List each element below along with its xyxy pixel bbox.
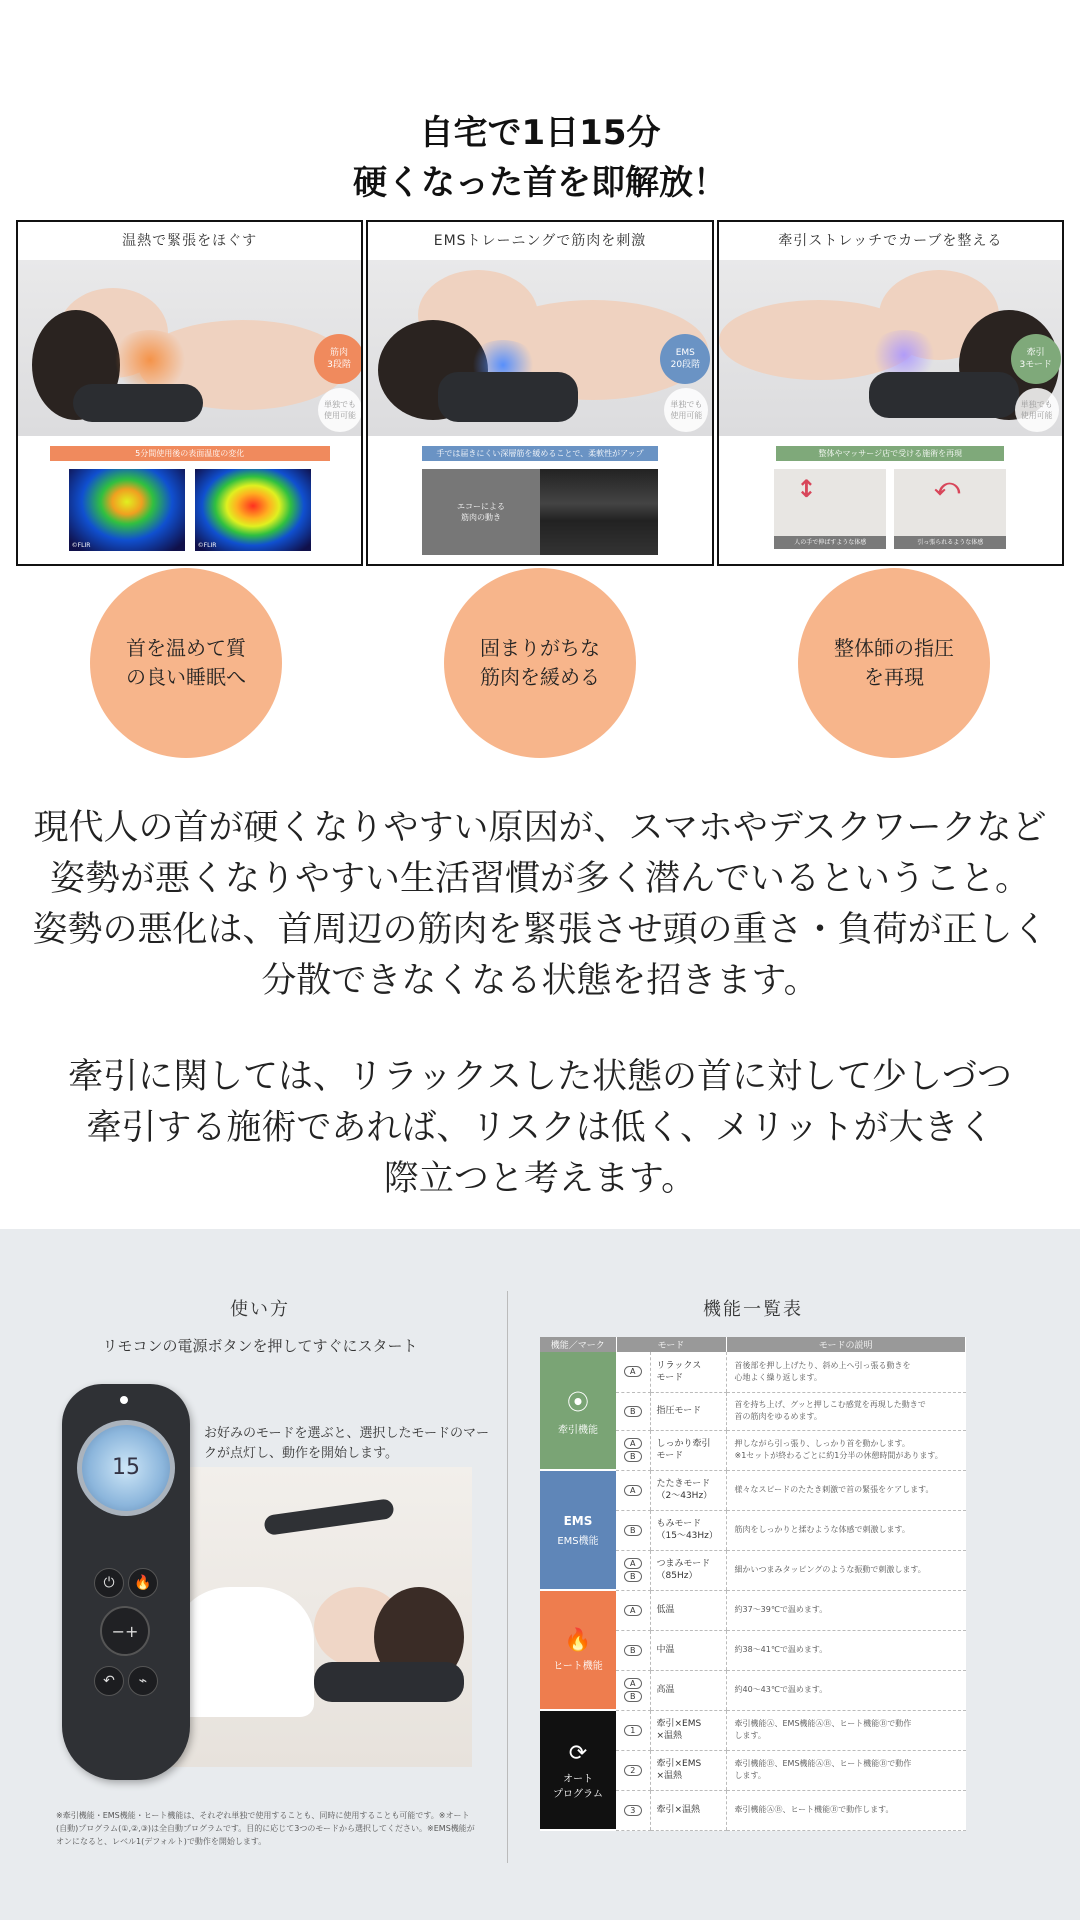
mode-cell: 中温	[650, 1630, 726, 1670]
mode-cell: 低温	[650, 1590, 726, 1630]
category-label: ヒート機能	[553, 1661, 603, 1672]
thermal-images	[18, 469, 361, 551]
mark-cell	[616, 1790, 650, 1830]
description-cell: 首を持ち上げ、グッと押しこむ感覚を再現した動きで 首の筋肉をゆるめます。	[726, 1392, 966, 1430]
ems-icon: EMS	[563, 1513, 593, 1528]
benefit-circle-shiatsu: 整体師の指圧 を再現	[798, 568, 990, 758]
traction-icon: ⦿	[566, 1390, 589, 1416]
category-label: 牽引機能	[558, 1424, 598, 1436]
category-cell	[540, 1590, 616, 1710]
mode-cell: 牽引×温熱	[650, 1790, 726, 1830]
traction-photo	[719, 260, 1062, 436]
usage-footnote: ※牽引機能・EMS機能・ヒート機能は、それぞれ単独で使用することも、同時に使用することも可能です。※オート(自動)プログラム(①,②,③)は全自動プログラムです。目的に応じて3つのモードから選択してください。※EMS機能がオンになると、レベル1(デフォルト)で動作を開始します。	[56, 1811, 475, 1846]
mark-badge: A	[624, 1366, 642, 1377]
ems-button-icon[interactable]: ⌁	[128, 1666, 158, 1696]
panel-title: 温熱で緊張をほぐす	[122, 233, 258, 249]
description-cell: 押しながら引っ張り、しっかり首を動かします。 ※1セットが終わるごとに約1分半の休憩時間があります。	[726, 1430, 966, 1470]
mode-cell: つまみモード （85Hz）	[650, 1550, 726, 1590]
mark-badge: 3	[624, 1805, 642, 1816]
mode-cell: たたきモード （2〜43Hz）	[650, 1470, 726, 1510]
remote-display	[77, 1420, 175, 1516]
table-header: モード	[616, 1337, 726, 1352]
table-row	[540, 1590, 966, 1630]
panel-strip: 5分間使用後の表面温度の変化	[50, 446, 330, 461]
usage-title: 使い方	[230, 1299, 290, 1320]
usage-illustration	[54, 1384, 489, 1784]
ems-level-badge: EMS 20段階	[660, 334, 710, 384]
description-cell: 約37〜39℃で温めます。	[726, 1590, 966, 1630]
thermal-before-image: ©FLIR	[69, 469, 185, 551]
mark-badge: 2	[624, 1765, 642, 1776]
category-label: EMS機能	[557, 1535, 599, 1547]
standalone-badge: 単独でも 使用可能	[1015, 388, 1059, 432]
mode-cell: もみモード （15〜43Hz）	[650, 1510, 726, 1550]
mode-cell: 牽引×EMS ×温熱	[650, 1710, 726, 1750]
section-divider	[507, 1291, 508, 1863]
table-row	[540, 1352, 966, 1392]
usage-photo	[164, 1467, 472, 1767]
cause-paragraph: 現代人の首が硬くなりやすい原因が、スマホやデスクワークなど 姿勢が悪くなりやすい生活習慣が多く潜んでいるということ。 姿勢の悪化は、首周辺の筋肉を緊張させ頭の重さ・負荷が正しく 分散できなくなる状態を招きます。	[32, 808, 1048, 1001]
mode-dial[interactable]: −+	[100, 1606, 150, 1656]
mark-badge: B	[624, 1691, 642, 1702]
heat-photo	[18, 260, 361, 436]
flame-icon: 🔥	[564, 1628, 592, 1653]
ems-photo	[368, 260, 711, 436]
stretch-images	[719, 469, 1062, 549]
mark-cell	[616, 1550, 650, 1590]
feature-panel-ems	[366, 220, 713, 566]
description-cell: 筋肉をしっかりと揉むような体感で刺激します。	[726, 1510, 966, 1550]
mark-badge: A	[624, 1678, 642, 1689]
category-cell	[540, 1470, 616, 1590]
description-cell: 牽引機能ⒶⒷ、ヒート機能Ⓑで動作します。	[726, 1790, 966, 1830]
power-led	[120, 1396, 128, 1404]
description-cell: 約40〜43℃で温めます。	[726, 1670, 966, 1710]
display-value: 15	[112, 1455, 140, 1480]
panel-strip: 手では届きにくい深層筋を緩めることで、柔軟性がアップ	[422, 446, 658, 461]
function-table	[540, 1337, 966, 1831]
mark-cell	[616, 1630, 650, 1670]
mark-cell	[616, 1750, 650, 1790]
mark-badge: 1	[624, 1725, 642, 1736]
mark-badge: A	[624, 1485, 642, 1496]
usage-note: お好みのモードを選ぶと、選択したモードのマークが点灯し、動作を開始します。	[204, 1426, 489, 1461]
heat-button-icon[interactable]: 🔥	[128, 1568, 158, 1598]
mark-cell	[616, 1430, 650, 1470]
description-cell: 首後部を押し上げたり、斜め上へ引っ張る動きを 心地よく繰り返します。	[726, 1352, 966, 1392]
table-row	[540, 1710, 966, 1750]
description-cell: 約38〜41℃で温めます。	[726, 1630, 966, 1670]
mark-badge: B	[624, 1451, 642, 1462]
ultrasound-image	[422, 469, 658, 555]
mark-badge: A	[624, 1605, 642, 1616]
mark-cell	[616, 1352, 650, 1392]
description-cell: 細かいつまみタッピングのような振動で刺激します。	[726, 1550, 966, 1590]
mark-cell	[616, 1590, 650, 1630]
mark-badge: A	[624, 1558, 642, 1569]
mode-cell: 高温	[650, 1670, 726, 1710]
mark-badge: B	[624, 1645, 642, 1656]
benefit-circle-sleep: 首を温めて質 の良い睡眠へ	[90, 568, 282, 758]
mark-cell	[616, 1670, 650, 1710]
category-cell	[540, 1352, 616, 1470]
mark-cell	[616, 1510, 650, 1550]
panel-strip: 整体やマッサージ店で受ける施術を再現	[776, 446, 1004, 461]
usage-and-functions-section	[0, 1229, 1080, 1920]
benefit-circle-muscle: 固まりがちな 筋肉を緩める	[444, 568, 636, 758]
mark-cell	[616, 1392, 650, 1430]
mode-cell: 指圧モード	[650, 1392, 726, 1430]
mark-badge: A	[624, 1438, 642, 1449]
headline	[0, 108, 1080, 208]
power-icon[interactable]: ⏻	[94, 1568, 124, 1598]
remote-control	[62, 1384, 190, 1780]
traction-paragraph: 牽引に関しては、リラックスした状態の首に対して少しづつ 牽引する施術であれば、リスクは低く、メリットが大きく 際立つと考えます。	[68, 1057, 1012, 1199]
mode-cell: 牽引×EMS ×温熱	[650, 1750, 726, 1790]
description-cell: 牽引機能Ⓐ、EMS機能ⒶⒷ、ヒート機能Ⓑで動作 します。	[726, 1710, 966, 1750]
feature-panel-heat	[16, 220, 363, 566]
mark-badge: B	[624, 1406, 642, 1417]
headline-line1: 自宅で1日15分	[419, 113, 661, 153]
thermal-after-image: ©FLIR	[195, 469, 311, 551]
stretch-image-1: ↕ 人の手で伸ばすような体感	[774, 469, 886, 549]
feature-panels	[16, 220, 1064, 566]
mark-badge: B	[624, 1571, 642, 1582]
usage-subtitle: リモコンの電源ボタンを押してすぐにスタート	[102, 1337, 418, 1355]
standalone-badge: 単独でも 使用可能	[664, 388, 708, 432]
ultrasound-scan	[540, 469, 658, 555]
table-header: 機能／マーク	[540, 1337, 616, 1352]
ultrasound-caption: エコーによる 筋肉の動き	[422, 469, 540, 555]
table-header: モードの説明	[726, 1337, 966, 1352]
mark-badge: B	[624, 1525, 642, 1536]
panel-title: 牽引ストレッチでカーブを整える	[778, 233, 1003, 249]
mode-cell: しっかり牽引 モード	[650, 1430, 726, 1470]
category-label: オート プログラム	[553, 1773, 603, 1800]
benefit-circles	[0, 566, 1080, 760]
mark-cell	[616, 1710, 650, 1750]
heat-level-badge: 筋肉 3段階	[314, 334, 361, 384]
table-row	[540, 1470, 966, 1510]
panel-title: EMSトレーニングで筋肉を刺激	[433, 233, 647, 249]
auto-icon: ⟳	[568, 1740, 588, 1766]
traction-button-icon[interactable]: ↶	[94, 1666, 124, 1696]
description-cell: 様々なスピードのたたき刺激で首の緊張をケアします。	[726, 1470, 966, 1510]
feature-panel-traction	[717, 220, 1064, 566]
headline-line2: 硬くなった首を即解放！	[353, 163, 727, 203]
mark-cell	[616, 1470, 650, 1510]
traction-mode-badge: 牽引 3モード	[1011, 334, 1061, 384]
function-table-title: 機能一覧表	[703, 1299, 803, 1320]
category-cell	[540, 1710, 616, 1830]
stretch-image-2: ⤺ 引っ張られるような体感	[894, 469, 1006, 549]
standalone-badge: 単独でも 使用可能	[318, 388, 361, 432]
description-cell: 牽引機能Ⓑ、EMS機能ⒶⒷ、ヒート機能Ⓑで動作 します。	[726, 1750, 966, 1790]
mode-cell: リラックス モード	[650, 1352, 726, 1392]
